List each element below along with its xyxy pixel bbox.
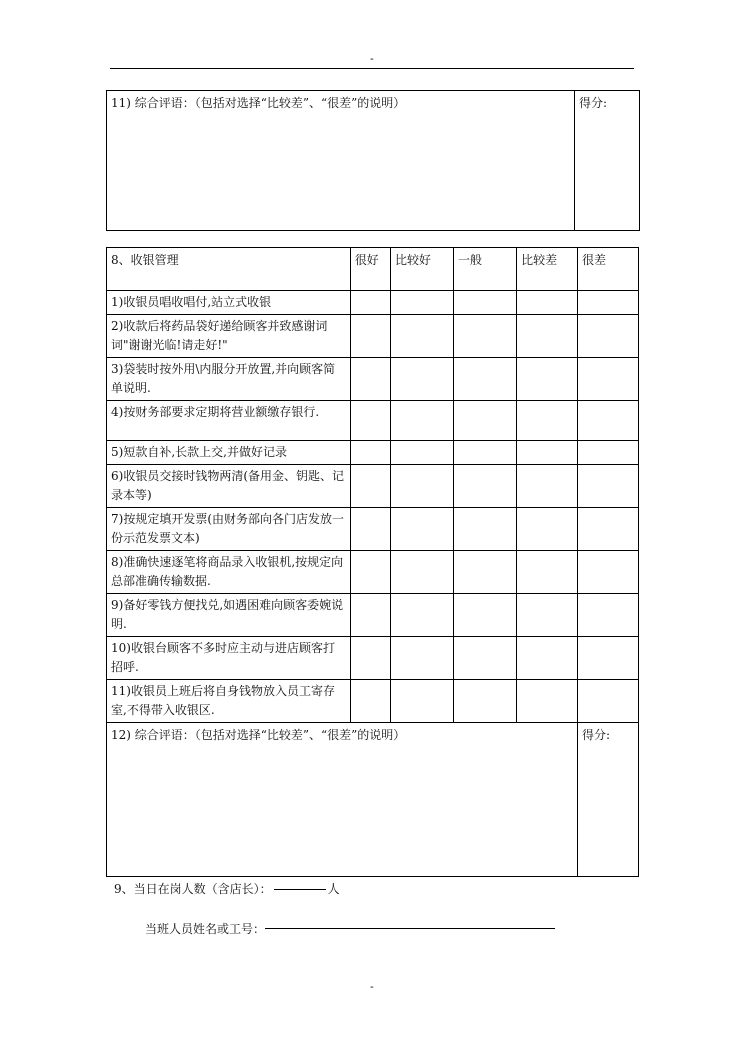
rating-cell-very-good[interactable] — [350, 680, 390, 723]
rating-cell-very-poor[interactable] — [578, 637, 639, 680]
rating-cell-very-good[interactable] — [350, 465, 390, 508]
rating-cell-very-poor[interactable] — [578, 291, 639, 315]
rating-cell-very-good[interactable] — [350, 637, 390, 680]
staff-count-unit: 人 — [327, 882, 340, 896]
rating-cell-average[interactable] — [454, 594, 517, 637]
rating-cell-average[interactable] — [454, 680, 517, 723]
section8-comment-label: 12) 综合评语：（包括对选择“比较差”、“很差”的说明） — [111, 728, 406, 742]
rating-cell-very-poor[interactable] — [578, 508, 639, 551]
rating-cell-average[interactable] — [454, 508, 517, 551]
rating-cell-average[interactable] — [454, 551, 517, 594]
rating-cell-poor[interactable] — [517, 291, 578, 315]
table-row — [107, 91, 640, 231]
section8-comment-cell[interactable] — [107, 723, 578, 877]
table-row — [107, 358, 639, 401]
rating-cell-very-poor[interactable] — [578, 680, 639, 723]
rating-cell-very-good[interactable] — [350, 594, 390, 637]
rating-cell-average[interactable] — [454, 637, 517, 680]
rating-cell-very-poor[interactable] — [578, 465, 639, 508]
table-row — [107, 723, 639, 877]
rating-cell-poor[interactable] — [517, 401, 578, 441]
rating-cell-poor[interactable] — [517, 508, 578, 551]
rating-cell-average[interactable] — [454, 401, 517, 441]
rating-cell-very-poor[interactable] — [578, 358, 639, 401]
rating-cell-good[interactable] — [390, 594, 453, 637]
rating-cell-poor[interactable] — [517, 358, 578, 401]
criteria-item: 1)收银员唱收唱付,站立式收银 — [107, 291, 351, 315]
rating-cell-average[interactable] — [454, 358, 517, 401]
staff-count-blank[interactable] — [274, 889, 326, 890]
criteria-item: 8)准确快速逐笔将商品录入收银机,按规定向总部准确传输数据. — [107, 551, 351, 594]
rating-cell-average[interactable] — [454, 441, 517, 465]
staff-count-line — [114, 880, 340, 897]
rating-cell-very-good[interactable] — [350, 508, 390, 551]
rating-cell-very-good[interactable] — [350, 401, 390, 441]
section8-title: 8、收银管理 — [107, 248, 351, 291]
rating-cell-very-poor[interactable] — [578, 315, 639, 358]
rating-cell-good[interactable] — [390, 508, 453, 551]
rating-header-poor: 比较差 — [517, 248, 578, 291]
table-header-row — [107, 248, 639, 291]
rating-cell-very-good[interactable] — [350, 315, 390, 358]
section8-score-label: 得分: — [582, 728, 611, 742]
rating-cell-good[interactable] — [390, 291, 453, 315]
rating-cell-very-poor[interactable] — [578, 401, 639, 441]
rating-cell-good[interactable] — [390, 465, 453, 508]
criteria-item: 5)短款自补,长款上交,并做好记录 — [107, 441, 351, 465]
table-row — [107, 465, 639, 508]
criteria-item: 9)备好零钱方便找兑,如遇困难向顾客委婉说明. — [107, 594, 351, 637]
header-rule — [110, 68, 634, 69]
rating-cell-poor[interactable] — [517, 465, 578, 508]
table-row — [107, 551, 639, 594]
rating-cell-good[interactable] — [390, 637, 453, 680]
rating-cell-very-poor[interactable] — [578, 551, 639, 594]
rating-cell-average[interactable] — [454, 315, 517, 358]
rating-cell-very-good[interactable] — [350, 291, 390, 315]
rating-header-good: 比较好 — [390, 248, 453, 291]
table-row — [107, 594, 639, 637]
criteria-item: 3)袋装时按外用\内服分开放置,并向顾客简单说明. — [107, 358, 351, 401]
section11-score-cell[interactable] — [575, 91, 640, 231]
rating-cell-poor[interactable] — [517, 680, 578, 723]
table-row — [107, 315, 639, 358]
criteria-item: 4)按财务部要求定期将营业额缴存银行. — [107, 401, 351, 441]
section11-comment-table — [106, 90, 640, 231]
rating-cell-poor[interactable] — [517, 637, 578, 680]
table-row — [107, 441, 639, 465]
rating-cell-very-poor[interactable] — [578, 594, 639, 637]
rating-cell-average[interactable] — [454, 465, 517, 508]
rating-cell-very-poor[interactable] — [578, 441, 639, 465]
table-row — [107, 637, 639, 680]
rating-cell-poor[interactable] — [517, 594, 578, 637]
header-mark: - — [370, 52, 374, 65]
rating-header-very-poor: 很差 — [578, 248, 639, 291]
rating-cell-average[interactable] — [454, 291, 517, 315]
table-row — [107, 401, 639, 441]
table-row — [107, 680, 639, 723]
staff-id-line — [145, 920, 555, 937]
rating-cell-good[interactable] — [390, 551, 453, 594]
rating-header-average: 一般 — [454, 248, 517, 291]
rating-cell-good[interactable] — [390, 315, 453, 358]
section8-score-cell[interactable] — [578, 723, 639, 877]
section8-cashier-table — [106, 247, 639, 877]
staff-id-blank[interactable] — [265, 928, 555, 929]
rating-cell-good[interactable] — [390, 680, 453, 723]
footer-mark: - — [370, 980, 374, 993]
rating-cell-good[interactable] — [390, 401, 453, 441]
criteria-item: 6)收银员交接时钱物两清(备用金、钥匙、记录本等) — [107, 465, 351, 508]
rating-cell-very-good[interactable] — [350, 551, 390, 594]
table-row — [107, 291, 639, 315]
criteria-item: 2)收款后将药品袋好递给顾客并致感谢词词"谢谢光临!请走好!" — [107, 315, 351, 358]
rating-cell-very-good[interactable] — [350, 358, 390, 401]
rating-cell-poor[interactable] — [517, 315, 578, 358]
rating-cell-poor[interactable] — [517, 441, 578, 465]
section11-comment-label: 11) 综合评语：（包括对选择“比较差”、“很差”的说明） — [111, 96, 406, 110]
section11-score-label: 得分: — [579, 96, 608, 110]
table-row — [107, 508, 639, 551]
rating-header-very-good: 很好 — [350, 248, 390, 291]
criteria-item: 7)按规定填开发票(由财务部向各门店发放一份示范发票文本) — [107, 508, 351, 551]
rating-cell-good[interactable] — [390, 358, 453, 401]
rating-cell-poor[interactable] — [517, 551, 578, 594]
section11-comment-cell[interactable] — [107, 91, 575, 231]
staff-count-label: 9、当日在岗人数（含店长）： — [114, 882, 272, 896]
criteria-item: 10)收银台顾客不多时应主动与进店顾客打招呼. — [107, 637, 351, 680]
rating-cell-very-good[interactable] — [350, 441, 390, 465]
criteria-item: 11)收银员上班后将自身钱物放入员工寄存室,不得带入收银区. — [107, 680, 351, 723]
rating-cell-good[interactable] — [390, 441, 453, 465]
staff-id-label: 当班人员姓名或工号： — [145, 922, 266, 936]
